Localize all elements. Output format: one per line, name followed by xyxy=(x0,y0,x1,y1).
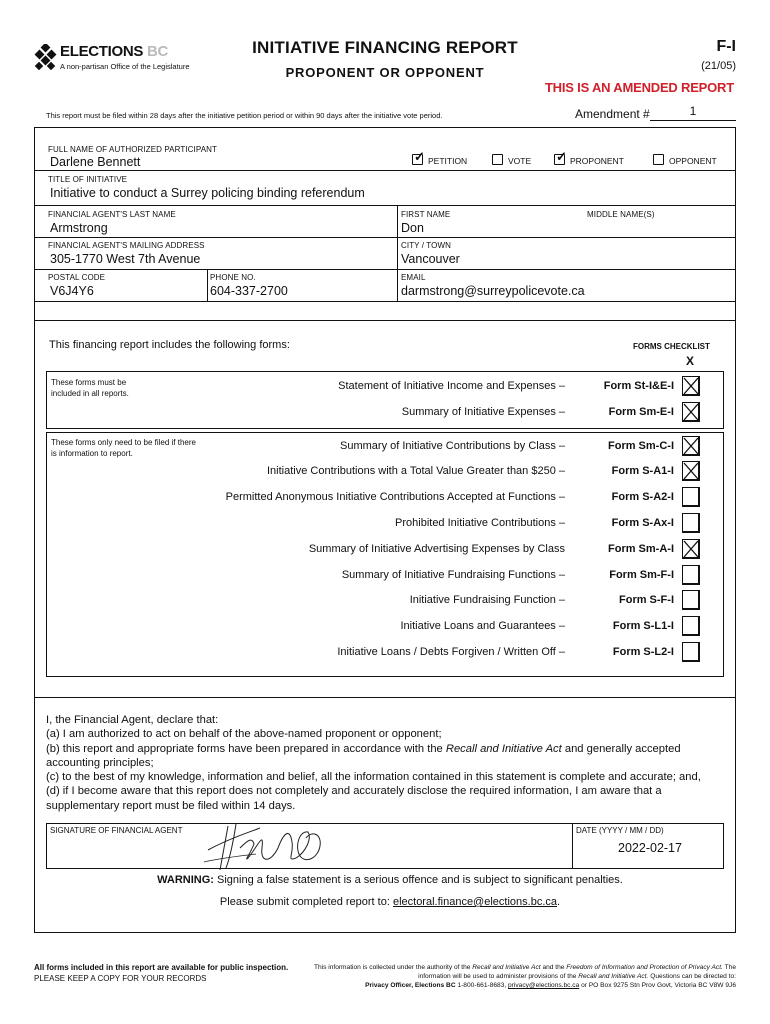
form-row-checkbox[interactable] xyxy=(682,402,700,422)
form-row-code: Form S-A2-I xyxy=(611,491,674,503)
date-label: DATE (YYYY / MM / DD) xyxy=(576,826,664,835)
agent-last-name-field[interactable]: Armstrong xyxy=(50,221,108,235)
form-row-checkbox[interactable] xyxy=(682,565,700,585)
divider xyxy=(34,697,736,698)
keep-copy-note: PLEASE KEEP A COPY FOR YOUR RECORDS xyxy=(34,973,207,983)
agent-city-field[interactable]: Vancouver xyxy=(401,252,460,266)
form-row-description: Permitted Anonymous Initiative Contributions Accepted at Functions – xyxy=(225,491,565,503)
declaration-item-b: (b) this report and appropriate forms have been prepared in accordance with the Recall and Initiative Act and generally accepted accounting principles; xyxy=(46,742,681,769)
amendment-number-field[interactable]: 1 xyxy=(689,104,697,118)
form-row-checkbox[interactable] xyxy=(682,461,700,481)
form-row-checkbox[interactable] xyxy=(682,616,700,636)
vote-label: VOTE xyxy=(508,156,532,166)
opponent-label: OPPONENT xyxy=(669,156,717,166)
forms-checklist-heading: FORMS CHECKLIST xyxy=(633,342,710,351)
form-row-description: Summary of Initiative Expenses – xyxy=(401,406,565,418)
forms-intro: This financing report includes the following forms: xyxy=(49,339,290,351)
agent-first-name-field[interactable]: Don xyxy=(401,221,424,235)
divider xyxy=(34,237,736,238)
form-row-code: Form Sm-C-I xyxy=(608,440,674,452)
submit-instructions: Please submit completed report to: electoral.finance@elections.bc.ca. xyxy=(219,896,561,908)
amendment-label: Amendment # xyxy=(575,107,650,121)
proponent-label: PROPONENT xyxy=(570,156,624,166)
column-divider xyxy=(207,269,208,301)
petition-checkbox[interactable] xyxy=(412,149,425,165)
elections-bc-logo-icon xyxy=(34,44,58,70)
warning-text: WARNING: Signing a false statement is a serious offence and is subject to significant penalties. xyxy=(157,874,623,886)
required-forms-note: These forms must be included in all reports. xyxy=(51,378,129,398)
initiative-title-field[interactable]: Initiative to conduct a Surrey policing binding referendum xyxy=(50,186,365,200)
form-row-code: Form S-L1-I xyxy=(612,620,674,632)
amendment-underline xyxy=(650,120,736,121)
x-mark-icon xyxy=(683,377,699,395)
form-row-checkbox[interactable] xyxy=(682,487,700,507)
form-row-checkbox[interactable] xyxy=(682,590,700,610)
submit-email-link[interactable]: electoral.finance@elections.bc.ca xyxy=(392,896,557,908)
column-divider xyxy=(397,205,398,301)
agent-address-label: FINANCIAL AGENT'S MAILING ADDRESS xyxy=(48,241,205,250)
check-icon: ✓ xyxy=(556,149,567,164)
petition-label: PETITION xyxy=(428,156,468,166)
agent-city-label: CITY / TOWN xyxy=(401,241,451,250)
form-row-description: Initiative Loans / Debts Forgiven / Written Off – xyxy=(337,646,565,658)
form-row-description: Statement of Initiative Income and Expenses – xyxy=(338,380,565,392)
form-row-checkbox[interactable] xyxy=(682,539,700,559)
divider xyxy=(34,205,736,206)
signature-image[interactable] xyxy=(200,818,330,876)
participant-name-label: FULL NAME OF AUTHORIZED PARTICIPANT xyxy=(48,145,217,154)
checklist-x-header: X xyxy=(686,354,695,368)
form-row-description: Initiative Loans and Guarantees – xyxy=(400,620,565,632)
postal-code-field[interactable]: V6J4Y6 xyxy=(50,284,94,298)
report-subtitle: PROPONENT OR OPPONENT xyxy=(285,65,485,80)
form-row-description: Initiative Contributions with a Total Value Greater than $250 – xyxy=(267,465,565,477)
footer-privacy-notice: This information is collected under the authority of the Recall and Initiative Act and the Freedom of Information and Protection of Privacy Act. The information will be used to administer provisions of the Recall and Initiative Act. Questions can be directed to: Privacy Officer, Elections BC 1-800-661-8683, privacy@elections.bc.ca or PO Box 9275 Stn Prov Govt, Victoria BC V8W 9J6 xyxy=(313,964,736,989)
form-version: (21/05) xyxy=(701,60,736,72)
declaration-item-d: (d) if I become aware that this report does not completely and accurately disclose the required information, I am aware that a supplementary report must be filed within 14 days. xyxy=(46,785,662,812)
footer-left xyxy=(34,963,294,984)
divider xyxy=(34,269,736,270)
participant-name-field[interactable]: Darlene Bennett xyxy=(50,155,141,169)
optional-forms-note: These forms only need to be filed if there is information to report. xyxy=(51,438,196,458)
form-row-checkbox[interactable] xyxy=(682,642,700,662)
form-row-code: Form Sm-E-I xyxy=(608,406,674,418)
logo-wordmark: ELECTIONS BC xyxy=(60,43,169,60)
agent-last-name-label: FINANCIAL AGENT'S LAST NAME xyxy=(48,210,176,219)
form-row-description: Summary of Initiative Contributions by Class – xyxy=(340,440,565,452)
check-icon: ✓ xyxy=(414,149,425,164)
column-divider xyxy=(572,823,573,869)
signature-label: SIGNATURE OF FINANCIAL AGENT xyxy=(50,826,183,835)
declaration-item-c: (c) to the best of my knowledge, information and belief, all the information contained in this statement is complete and accurate; and, xyxy=(46,771,701,784)
x-mark-icon xyxy=(683,462,699,480)
agent-middle-name-label: MIDDLE NAME(S) xyxy=(587,210,655,219)
elections-bc-logo xyxy=(34,42,204,76)
privacy-email-link[interactable]: privacy@elections.bc.ca xyxy=(508,982,580,989)
form-row-code: Form S-F-I xyxy=(619,594,674,606)
filing-note: This report must be filed within 28 days after the initiative petition period or within 90 days after the initiative vote period. xyxy=(46,111,443,120)
form-row-checkbox[interactable] xyxy=(682,513,700,533)
form-row-code: Form S-Ax-I xyxy=(611,517,674,529)
form-row-code: Form S-L2-I xyxy=(612,646,674,658)
form-row-code: Form Sm-A-I xyxy=(608,543,674,555)
form-row-description: Initiative Fundraising Function – xyxy=(409,594,565,606)
agent-first-name-label: FIRST NAME xyxy=(401,210,451,219)
declaration-intro: I, the Financial Agent, declare that: xyxy=(46,714,219,726)
x-mark-icon xyxy=(683,540,699,558)
x-mark-icon xyxy=(683,403,699,421)
form-row-code: Form St-I&E-I xyxy=(603,380,674,392)
divider xyxy=(34,320,736,321)
amended-banner: THIS IS AN AMENDED REPORT xyxy=(544,80,734,95)
declaration-item-a: (a) I am authorized to act on behalf of the above-named proponent or opponent; xyxy=(46,728,442,741)
email-field[interactable]: darmstrong@surreypolicevote.ca xyxy=(401,284,585,298)
declaration xyxy=(46,713,726,813)
logo-tagline: A non-partisan Office of the Legislature xyxy=(60,62,190,71)
x-mark-icon xyxy=(683,437,699,455)
phone-label: PHONE NO. xyxy=(210,273,256,282)
initiative-title-label: TITLE OF INITIATIVE xyxy=(48,175,128,184)
form-row-checkbox[interactable] xyxy=(682,376,700,396)
form-row-description: Summary of Initiative Fundraising Functions – xyxy=(341,569,565,581)
divider xyxy=(34,170,736,171)
form-row-code: Form Sm-F-I xyxy=(609,569,674,581)
form-id: F-I xyxy=(716,38,736,55)
phone-field[interactable]: 604-337-2700 xyxy=(210,284,288,298)
agent-address-field[interactable]: 305-1770 West 7th Avenue xyxy=(50,252,201,266)
form-row-checkbox[interactable] xyxy=(682,436,700,456)
form-row-description: Prohibited Initiative Contributions – xyxy=(395,517,565,529)
divider xyxy=(34,301,736,302)
report-title: INITIATIVE FINANCING REPORT xyxy=(252,38,518,57)
proponent-checkbox[interactable] xyxy=(554,149,567,165)
vote-checkbox[interactable] xyxy=(492,154,503,165)
email-label: EMAIL xyxy=(401,273,426,282)
form-row-code: Form S-A1-I xyxy=(611,465,674,477)
form-row-description: Summary of Initiative Advertising Expenses by Class xyxy=(308,543,565,555)
public-inspection-note: All forms included in this report are available for public inspection. xyxy=(34,963,289,972)
date-field[interactable]: 2022-02-17 xyxy=(618,841,682,855)
postal-code-label: POSTAL CODE xyxy=(48,273,106,282)
opponent-checkbox[interactable] xyxy=(653,154,664,165)
